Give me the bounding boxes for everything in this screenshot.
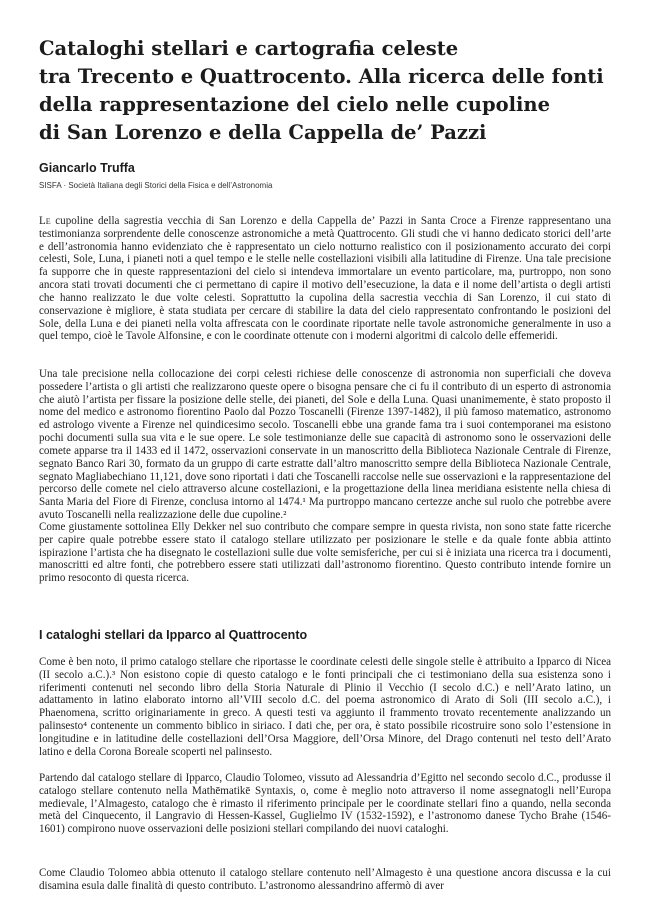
author-name: Giancarlo Truffa <box>39 161 135 175</box>
title-line-3: della rappresentazione del cielo nelle cupoline <box>39 93 551 116</box>
paragraph-5: Partendo dal catalogo stellare di Ipparco, Claudio Tolomeo, vissuto ad Alessandria d’Egitto nel secondo secolo d.C., produsse il catalogo stellare contenuto nella Mathēmatikē Syntaxis, o, come è meglio noto attraverso il nome assegnatogli nell’Europa medievale, l’Almagesto, catalogo che è rimasto il riferimento principale per le coordinate stellari fino a quando, nella seconda metà del Cinquecento, il Langravio di Hessen-Kassel, Guglielmo IV (1532-1592), e l’astronomo danese Tycho Brahe (1546-1601) compirono nuove osservazioni delle posizioni stellari compilando dei nuovi cataloghi. <box>39 772 611 836</box>
title-line-4: di San Lorenzo e della Cappella de’ Pazzi <box>39 121 487 144</box>
paragraph-3: Come giustamente sottolinea Elly Dekker nel suo contributo che compare sempre in questa rivista, non sono state fatte ricerche per capire quale potrebbe essere stato il catalogo stellare utilizzato per posizionare le stelle e da quale fonte abbia attinto ispirazione l’artista che ha disegnato le costellazioni sulle due volte semisferiche, per cui si è iniziata una ricerca tra i documenti, manoscritti ed altre fonti, che potrebbero essere stati utilizzati dall’astronomo fiorentino. Questo contributo intende fornire un primo resoconto di questa ricerca. <box>39 521 611 585</box>
drop-word: Le <box>39 215 51 227</box>
affiliation: SISFA · Società Italiana degli Storici della Fisica e dell’Astronomia <box>39 181 273 190</box>
title-line-2: tra Trecento e Quattrocento. Alla ricerca delle fonti <box>39 65 604 88</box>
title-line-1: Cataloghi stellari e cartografia celeste <box>39 37 459 60</box>
paragraph-6: Come Claudio Tolomeo abbia ottenuto il catalogo stellare contenuto nell’Almagesto è una questione ancora discussa e la cui disamina esula dalle finalità di questo contributo. L’astronomo alessandrino affermò di aver <box>39 867 611 892</box>
paragraph-1 <box>39 215 611 343</box>
paragraph-4: Come è ben noto, il primo catalogo stellare che riportasse le coordinate celesti delle singole stelle è attribuito a Ipparco di Nicea (II secolo a.C.).³ Non esistono copie di questo catalogo e le fonti principali che ci testimoniano della sua esistenza sono i riferimenti contenuti nel secondo libro della Storia Naturale di Plinio il Vecchio (I secolo d.C.) e nell’Arato latino, un adattamento in latino elaborato intorno all’VIII secolo d.C. del poema astronomico di Arato di Soli (III secolo a.C.), i Phaenomena, scritto originariamente in greco. A questi testi va aggiunto il frammento trovato recentemente analizzando un palinsesto⁴ contenente un commento biblico in siriaco. I dati che, per ora, è stato possibile ricostruire sono solo l’estensione in longitudine e in latitudine delle costellazioni dell’Orsa Maggiore, dell’Orsa Minore, del Drago contenuti nel testo dell’Arato latino e della Corona Boreale scoperti nel palinsesto. <box>39 656 611 758</box>
paragraph-2: Una tale precisione nella collocazione dei corpi celesti richiese delle conoscenze di astronomia non superficiali che doveva possedere l’artista o gli artisti che realizzarono queste opere o bisogna pensare che ci fu il contributo di un esperto di astronomia che aiutò l’artista per fissare la posizione delle stelle, dei pianeti, del Sole e della Luna. Quasi unanimemente, è stato proposto il nome del medico e astronomo fiorentino Paolo dal Pozzo Toscanelli (Firenze 1397-1482), il più famoso matematico, astronomo ed astrologo vivente a Firenze nel quindicesimo secolo. Toscanelli ebbe una grande fama tra i suoi contemporanei ma esistono pochi documenti sulla sua vita e le sue opere. Le sole testimonianze delle sue capacità di astronomo sono le osservazioni delle comete apparse tra il 1433 ed il 1472, osservazioni conservate in un manoscritto della Biblioteca Nazionale Centrale di Firenze, segnato Banco Rari 30, formato da un gruppo di carte estratte dall’altro manoscritto sempre della Biblioteca Nazionale Centrale, segnato Magliabechiano 11,121, dove sono riportati i dati che Toscanelli raccolse nelle sue osservazioni e la rappresentazione del percorso delle comete nel cielo attraverso alcune costellazioni, e la progettazione della linea meridiana esistente nella chiesa di Santa Maria del Fiore di Firenze, conclusa intorno al 1474.¹ Ma purtroppo mancano certezze anche sul ruolo che potrebbe avere avuto Toscanelli nella realizzazione delle due cupoline.² <box>39 368 611 521</box>
section-heading: I cataloghi stellari da Ipparco al Quattrocento <box>39 628 308 642</box>
paragraph-1-text: cupoline della sagrestia vecchia di San Lorenzo e della Cappella de’ Pazzi in Santa Croce a Firenze rappresentano una testimonianza sorprendente delle conoscenze astronomiche a metà Quattrocento. Gli studi che vi hanno dedicato storici dell’arte e dell’astronomia hanno evidenziato che è rappresentato un cielo notturno realistico con il posizionamento accurato dei corpi celesti, Sole, Luna, i pianeti noti a quel tempo e le stelle nelle costellazioni visibili alla latitudine di Firenze. Una tale precisione fa supporre che in queste rappresentazioni del cielo si intendeva immortalare un evento particolare, ma, purtroppo, non sono ancora stati trovati documenti che ci permettano di capire il motivo dell’esecuzione, la data e il nome dell’artista o degli artisti che hanno realizzato le due volte celesti. Soprattutto la cupolina della sacrestia vecchia di San Lorenzo, il cui stato di conservazione è migliore, è stata studiata per cercare di stabilire la data del cielo rappresentato confrontando le posizioni del Sole, della Luna e dei pianeti nella volta affrescata con le coordinate riportate nelle tavole astronomiche generalmente in uso a quel tempo, cioè le Tavole Alfonsine, e con le coordinate ottenute con i moderni algoritmi di calcolo delle effemeridi. <box>39 215 611 343</box>
